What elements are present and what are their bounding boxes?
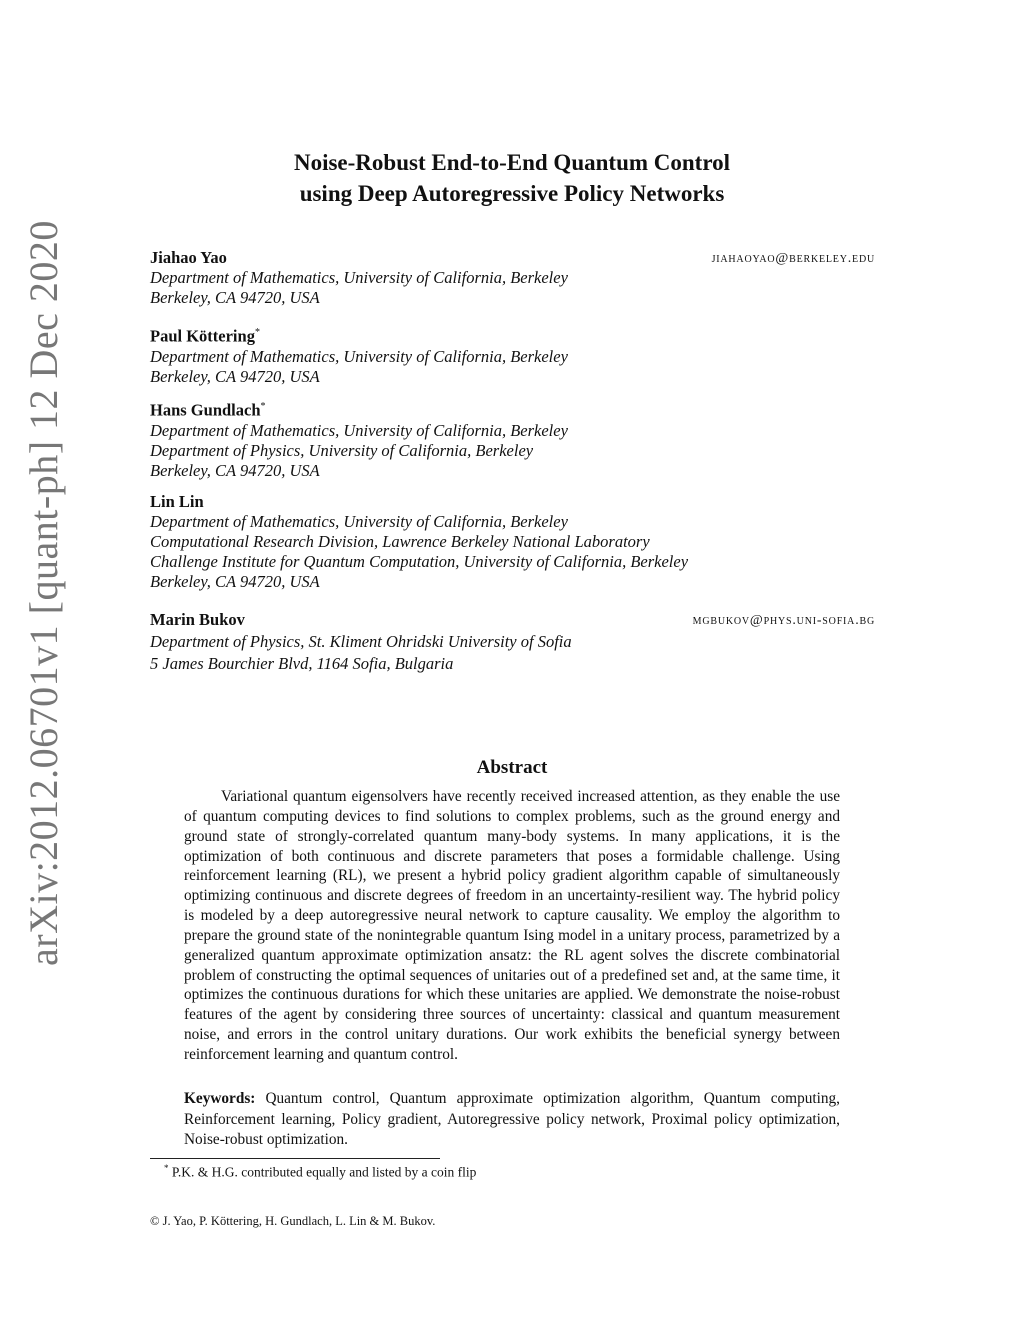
abstract-body: Variational quantum eigensolvers have recently received increased attention, as they enable the use of quantum computing devices to find solutions to complex problems, such as the ground energy and ground state of strongly-correlated quantum many-body systems. In many applications, it is the optimization of both continuous and discrete parameters that poses a formidable challenge. Using reinforcement learning (RL), we present a hybrid policy gradient algorithm capable of simultaneously optimizing continuous and discrete degrees of freedom in an uncertainty-resilient way. The hybrid policy is modeled by a deep autoregressive neural network to capture causality. We employ the algorithm to prepare the ground state of the nonintegrable quantum Ising model in a unitary process, parametrized by a generalized quantum approximate optimization ansatz: the RL agent solves the discrete combinatorial problem of constructing the optimal sequences of unitaries out of a predefined set and, at the same time, it optimizes the continuous durations for which these unitaries are applied. We demonstrate the noise-robust features of the agent by considering three sources of uncertainty: classical and quantum measurement noise, and errors in the control unitary durations. Our work exhibits the beneficial synergy between reinforcement learning and quantum control.: [184, 788, 840, 1063]
author-name: Marin Bukov: [150, 610, 245, 629]
author-name: Paul Köttering*: [150, 326, 260, 346]
title-line-2: using Deep Autoregressive Policy Networks: [299, 181, 725, 206]
author-block-kottering: [150, 323, 875, 387]
affiliation-line: Department of Physics, St. Kliment Ohridski University of Sofia: [150, 632, 572, 651]
author-name: Jiahao Yao: [150, 248, 227, 267]
keywords-paragraph: [184, 1089, 840, 1151]
equal-contribution-mark: *: [260, 401, 266, 412]
affiliation-line: Berkeley, CA 94720, USA: [150, 288, 320, 307]
footnote: [164, 1163, 476, 1181]
author-email[interactable]: jiahaoyao@berkeley.edu: [711, 251, 875, 266]
title-line-1: Noise-Robust End-to-End Quantum Control: [293, 150, 731, 175]
keywords-label: Keywords:: [184, 1090, 256, 1107]
affiliation-line: Computational Research Division, Lawrence Berkeley National Laboratory: [150, 532, 650, 551]
abstract-heading: Abstract: [476, 757, 548, 778]
footnote-mark: *: [164, 1163, 169, 1173]
equal-contribution-mark: *: [254, 327, 260, 338]
affiliation-line: Department of Physics, University of California, Berkeley: [150, 440, 534, 460]
affiliation-line: 5 James Bourchier Blvd, 1164 Sofia, Bulgaria: [150, 654, 454, 673]
affiliation-line: Berkeley, CA 94720, USA: [150, 460, 320, 480]
author-block-gundlach: [150, 397, 875, 481]
keywords-list: Quantum control, Quantum approximate optimization algorithm, Quantum computing, Reinforcement learning, Policy gradient, Autoregressive policy network, Proximal policy optimization, Noise-robust optimization.: [184, 1090, 840, 1148]
affiliation-line: Department of Mathematics, University of California, Berkeley: [150, 512, 568, 531]
author-email[interactable]: mgbukov@phys.uni-sofia.bg: [692, 613, 875, 628]
affiliation-line: Department of Mathematics, University of California, Berkeley: [150, 420, 568, 440]
author-name: Lin Lin: [150, 492, 204, 511]
copyright-notice: © J. Yao, P. Köttering, H. Gundlach, L. Lin & M. Bukov.: [150, 1214, 436, 1228]
affiliation-line: Department of Mathematics, University of California, Berkeley: [150, 268, 568, 287]
author-name: Hans Gundlach*: [150, 400, 266, 420]
arxiv-identifier-stamp: arXiv:2012.06701v1 [quant-ph] 12 Dec 2020: [21, 220, 66, 966]
author-block-yao: [150, 248, 875, 308]
footnote-divider: [150, 1158, 440, 1159]
affiliation-line: Department of Mathematics, University of California, Berkeley: [150, 346, 568, 366]
author-block-lin: [150, 492, 875, 592]
paper-title: [0, 147, 1024, 209]
affiliation-line: Berkeley, CA 94720, USA: [150, 366, 320, 386]
affiliation-line: Berkeley, CA 94720, USA: [150, 572, 320, 591]
affiliation-line: Challenge Institute for Quantum Computation, University of California, Berkeley: [150, 552, 689, 571]
author-block-bukov: [150, 609, 875, 675]
footnote-text: P.K. & H.G. contributed equally and listed by a coin flip: [171, 1164, 477, 1180]
